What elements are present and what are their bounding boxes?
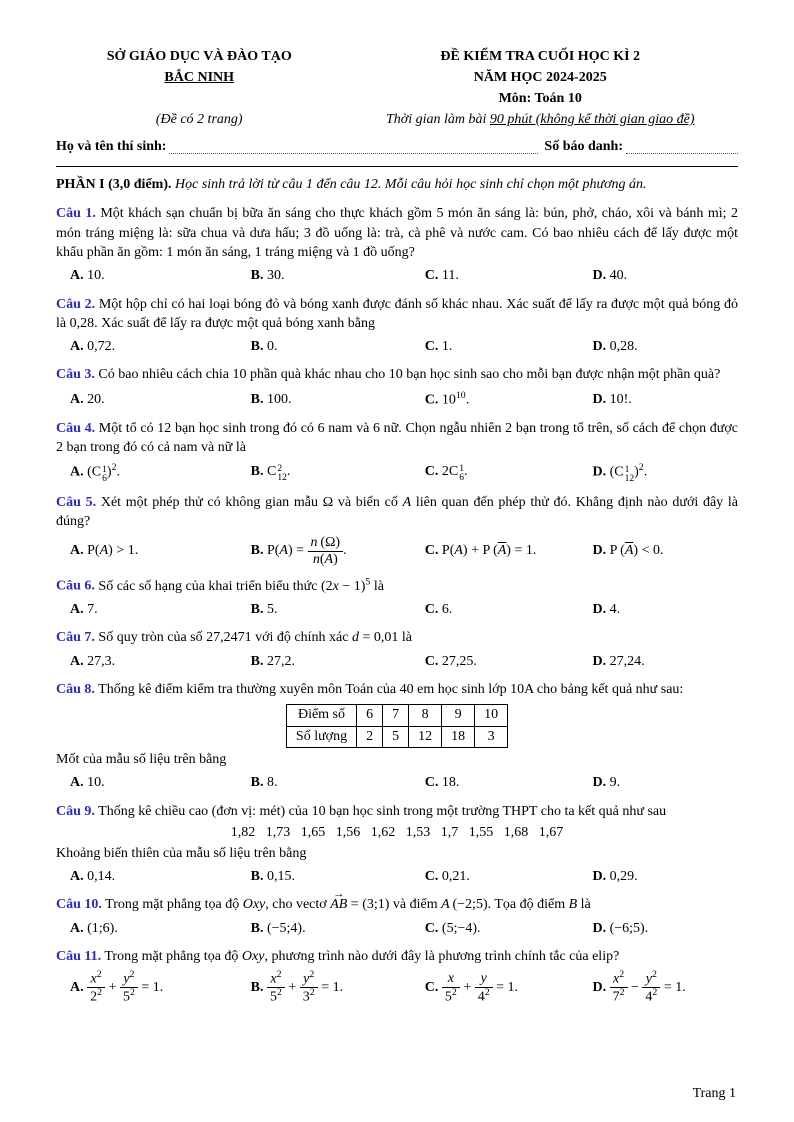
question-after-text: Khoảng biến thiên của mẫu số liệu trên bằng — [56, 845, 307, 861]
question-body: Một khách sạn chuẩn bị bữa ăn sáng cho thực khách gồm 5 món ăn sáng là: bún, phở, cháo, xôi và bánh mì; 2 món tráng miệng là: sữa chua và dưa hấu; 3 đồ uống là: trà, cà phê và nước cam. Có bao nhiêu cách để lấy được một khẩu phần ăn gồm: 1 món ăn sáng, 1 tráng miệng và 1 đồ uống? — [56, 206, 738, 260]
candidate-name-dotted-line — [169, 139, 538, 154]
option-key: A. — [70, 268, 84, 284]
divider-line — [56, 166, 738, 167]
option-key: D. — [592, 339, 607, 355]
option-key: D. — [592, 775, 607, 791]
option-key: D. — [592, 869, 607, 885]
option-key: C. — [424, 920, 439, 936]
option-key: C. — [424, 602, 439, 618]
option-c: C. 2C 1 6 . — [424, 463, 468, 484]
question-data-line: 1,82 1,73 1,65 1,56 1,62 1,53 1,7 1,55 1,68 1,67 — [230, 824, 564, 840]
option-b: B. 27,2. — [250, 653, 295, 669]
option-key: B. — [250, 339, 264, 355]
exam-header — [56, 46, 738, 130]
question-5 — [56, 493, 738, 567]
question-8 — [56, 680, 738, 794]
option-d: D. 4. — [592, 602, 621, 618]
option-key: D. — [592, 543, 607, 559]
question-label: Câu 4. — [56, 420, 96, 436]
question-3 — [56, 365, 738, 410]
option-key: A. — [70, 602, 84, 618]
table-cell: 12 — [409, 726, 442, 747]
option-key: C. — [424, 392, 439, 408]
option-key: B. — [250, 775, 264, 791]
option-a: A. 10. — [70, 268, 105, 284]
time-note-underlined: 90 phút (không kể thời gian giao đề) — [489, 112, 695, 127]
option-a: A. (1;6). — [70, 920, 118, 936]
option-key: B. — [250, 602, 264, 618]
option-c: C. $10^{10}$. — [424, 389, 470, 408]
question-body: Một tổ có 12 bạn học sinh trong đó có 6 nam và 6 nữ. Chọn ngẫu nhiên 2 bạn trong tổ trên, số cách để chọn được 2 bạn trong đó có cả nam và nữ là — [56, 420, 738, 456]
option-b: B. 0,15. — [250, 869, 295, 885]
question-text — [56, 419, 738, 458]
option-d: D. 9. — [592, 775, 621, 791]
department-name: SỞ GIÁO DỤC VÀ ĐÀO TẠO — [106, 49, 292, 64]
option-a: A. $\frac{x^2}{2^2}$ + $\frac{y^2}{5^2}$ = 1. — [70, 969, 164, 1006]
option-a: A. P(A) > 1. — [70, 543, 139, 559]
question-label: Câu 8. — [56, 682, 95, 698]
options-row — [56, 919, 738, 939]
registration-number-dotted-line — [626, 139, 738, 154]
option-b: B. 8. — [250, 775, 278, 791]
option-c: C. 0,21. — [424, 869, 470, 885]
table-cell: Số lượng — [286, 726, 356, 747]
option-a: A. 7. — [70, 602, 98, 618]
question-body: Trong mặt phẳng tọa độ Oxy, phương trình nào dưới đây là phương trình chính tắc của elip? — [104, 949, 620, 965]
option-key: B. — [250, 543, 264, 559]
option-b: B. P(A) = $\frac{n (\Omega)}{n(A)}$ . — [250, 535, 347, 567]
options-row — [56, 389, 738, 411]
question-body: Trong mặt phẳng tọa độ Oxy, cho vectơ → AB = (3;1) và điểm A (−2;5). Tọa độ điểm B là — [105, 897, 591, 912]
option-d: D. $\frac{x^2}{7^2}$ − $\frac{y^2}{4^2}$ = 1. — [592, 969, 686, 1006]
options-row — [56, 652, 738, 672]
option-key: D. — [592, 465, 607, 481]
question-10 — [56, 895, 738, 939]
table-cell: 9 — [442, 705, 475, 726]
table-cell: 5 — [383, 726, 409, 747]
option-b: B. 100. — [250, 391, 292, 407]
question-9 — [56, 802, 738, 888]
question-label: Câu 9. — [56, 803, 95, 819]
option-key: C. — [424, 268, 439, 284]
table-cell: 18 — [442, 726, 475, 747]
table-cell: 2 — [357, 726, 383, 747]
options-row — [56, 600, 738, 620]
option-c: C. P(A) + P $(\overline{A}) = 1$. — [424, 543, 537, 559]
options-row — [56, 535, 738, 567]
option-key: B. — [250, 869, 264, 885]
option-key: C. — [424, 869, 439, 885]
option-key: D. — [592, 653, 607, 669]
question-11 — [56, 947, 738, 1005]
question-6 — [56, 575, 738, 620]
option-a: A. (C 1 6 )$^2$. — [70, 462, 120, 485]
option-b: B. 0. — [250, 339, 278, 355]
option-key: C. — [424, 464, 439, 480]
question-text — [56, 628, 738, 647]
option-key: C. — [424, 980, 439, 996]
question-text — [56, 365, 738, 384]
option-key: D. — [592, 980, 607, 996]
exam-title: ĐỀ KIỂM TRA CUỐI HỌC KÌ 2 — [440, 49, 641, 64]
option-c: C. 27,25. — [424, 653, 477, 669]
question-label: Câu 10. — [56, 897, 102, 913]
option-key: A. — [70, 980, 84, 996]
question-label: Câu 2. — [56, 296, 96, 312]
table-row — [286, 705, 507, 726]
option-key: C. — [424, 339, 439, 355]
option-key: B. — [250, 268, 264, 284]
table-cell: 8 — [409, 705, 442, 726]
page-footer — [56, 1084, 738, 1104]
table-cell: 3 — [475, 726, 508, 747]
option-key: D. — [592, 920, 607, 936]
option-d: D. P $(\overline{A}) < 0$. — [592, 543, 664, 559]
candidate-name-label: Họ và tên thí sinh: — [56, 139, 167, 154]
option-a: A. 20. — [70, 391, 105, 407]
option-key: B. — [250, 980, 264, 996]
option-key: A. — [70, 653, 84, 669]
part1-title: PHẦN I (3,0 điểm). — [56, 177, 172, 192]
question-body: Thống kê điểm kiểm tra thường xuyên môn Toán của 40 em học sinh lớp 10A cho bảng kết quả như sau: — [98, 682, 684, 698]
option-d: D. 27,24. — [592, 653, 645, 669]
options-row — [56, 337, 738, 357]
frequency-table — [286, 704, 508, 748]
option-key: C. — [424, 775, 439, 791]
option-key: B. — [250, 653, 264, 669]
question-7 — [56, 628, 738, 672]
option-c: C. 11. — [424, 268, 459, 284]
option-d: D. 0,28. — [592, 339, 638, 355]
option-key: D. — [592, 391, 607, 407]
option-d: D. (−6;5). — [592, 920, 649, 936]
question-text — [56, 895, 738, 914]
question-label: Câu 3. — [56, 367, 95, 383]
option-key: D. — [592, 268, 607, 284]
page-number: Trang 1 — [692, 1086, 736, 1102]
option-c: C. (5;−4). — [424, 920, 481, 936]
option-a: A. 10. — [70, 775, 105, 791]
option-c: C. 6. — [424, 602, 453, 618]
option-c: C. $\frac{x}{5^2}$ + $\frac{y}{4^2}$ = 1. — [424, 971, 519, 1005]
subject-line: Môn: Toán 10 — [498, 91, 582, 106]
registration-number-label: Số báo danh: — [544, 139, 623, 154]
table-cell: 10 — [475, 705, 508, 726]
table-cell: Điểm số — [286, 705, 356, 726]
option-key: B. — [250, 391, 264, 407]
part1-instruction: Học sinh trả lời từ câu 1 đến câu 12. Mỗi câu hỏi học sinh chỉ chọn một phương án. — [175, 177, 647, 192]
option-d: D. 10!. — [592, 391, 632, 407]
header-left — [56, 46, 342, 130]
option-key: A. — [70, 920, 84, 936]
options-row — [56, 461, 738, 484]
question-body: Số các số hạng của khai triển biểu thức $(2x - 1)^5$ là — [98, 576, 384, 594]
option-key: B. — [250, 464, 264, 480]
option-a: A. 0,72. — [70, 339, 116, 355]
page-count-note: (Đề có 2 trang) — [155, 112, 243, 127]
question-label: Câu 5. — [56, 494, 97, 510]
question-body: Một hộp chỉ có hai loại bóng đỏ và bóng xanh được đánh số khác nhau. Xác suất để lấy ra được một quả bóng đỏ là 0,28. Xác suất để lấy ra được một quả bóng xanh bằng — [56, 296, 739, 331]
option-c: C. 1. — [424, 339, 453, 355]
option-b: B. $\frac{x^2}{5^2}$ + $\frac{y^2}{3^2}$ = 1. — [250, 969, 344, 1006]
option-d: D. 40. — [592, 268, 628, 284]
option-key: A. — [70, 543, 84, 559]
option-d: D. 0,29. — [592, 869, 638, 885]
question-body: Có bao nhiêu cách chia 10 phần quà khác nhau cho 10 bạn học sinh sao cho mỗi bạn được nhận một phần quà? — [98, 367, 721, 383]
option-b: B. 30. — [250, 268, 285, 284]
time-note-prefix: Thời gian làm bài — [385, 112, 490, 127]
province-name: BẮC NINH — [164, 70, 235, 85]
question-text — [56, 680, 738, 699]
option-key: A. — [70, 775, 84, 791]
question-2 — [56, 295, 738, 358]
option-key: A. — [70, 391, 84, 407]
question-label: Câu 11. — [56, 949, 102, 965]
option-key: A. — [70, 465, 84, 481]
question-text — [56, 493, 738, 532]
option-key: B. — [250, 920, 264, 936]
time-note — [342, 109, 738, 130]
question-label: Câu 6. — [56, 578, 95, 594]
option-a: A. 27,3. — [70, 653, 116, 669]
option-key: C. — [424, 543, 439, 559]
question-text — [56, 802, 738, 821]
question-table-wrap — [56, 704, 738, 748]
option-b: B. C 2 12 . — [250, 463, 291, 484]
question-label: Câu 1. — [56, 206, 96, 222]
question-text — [56, 575, 738, 596]
option-b: B. (−5;4). — [250, 920, 306, 936]
candidate-row — [56, 136, 738, 157]
table-cell: 7 — [383, 705, 409, 726]
question-body: Xét một phép thử có không gian mẫu Ω và biến cố A liên quan đến phép thử đó. Khẳng định nào dưới đây là đúng? — [56, 494, 739, 530]
option-d: D. (C 1 12 )$^2$. — [592, 462, 648, 485]
options-row — [56, 773, 738, 793]
question-text — [56, 295, 738, 334]
question-label: Câu 7. — [56, 630, 95, 646]
questions — [56, 196, 738, 1006]
option-key: D. — [592, 602, 607, 618]
option-key: A. — [70, 339, 84, 355]
option-key: C. — [424, 653, 439, 669]
question-body: Số quy tròn của số 27,2471 với độ chính xác d = 0,01 là — [98, 630, 412, 646]
question-text — [56, 947, 738, 966]
option-key: A. — [70, 869, 84, 885]
header-right — [342, 46, 738, 130]
question-body: Thống kê chiều cao (đơn vị: mét) của 10 bạn học sinh trong một trường THPT cho ta kết quả như sau — [98, 803, 667, 819]
table-cell: 6 — [357, 705, 383, 726]
question-4 — [56, 419, 738, 485]
options-row — [56, 970, 738, 1005]
school-year: NĂM HỌC 2024-2025 — [473, 70, 607, 85]
part1-heading — [56, 175, 738, 194]
table-row — [286, 726, 507, 747]
question-text — [56, 204, 738, 262]
question-after-text: Mốt của mẫu số liệu trên bằng — [56, 751, 227, 767]
question-1 — [56, 204, 738, 286]
option-a: A. 0,14. — [70, 869, 116, 885]
option-b: B. 5. — [250, 602, 278, 618]
option-c: C. 18. — [424, 775, 460, 791]
options-row — [56, 266, 738, 286]
options-row — [56, 867, 738, 887]
